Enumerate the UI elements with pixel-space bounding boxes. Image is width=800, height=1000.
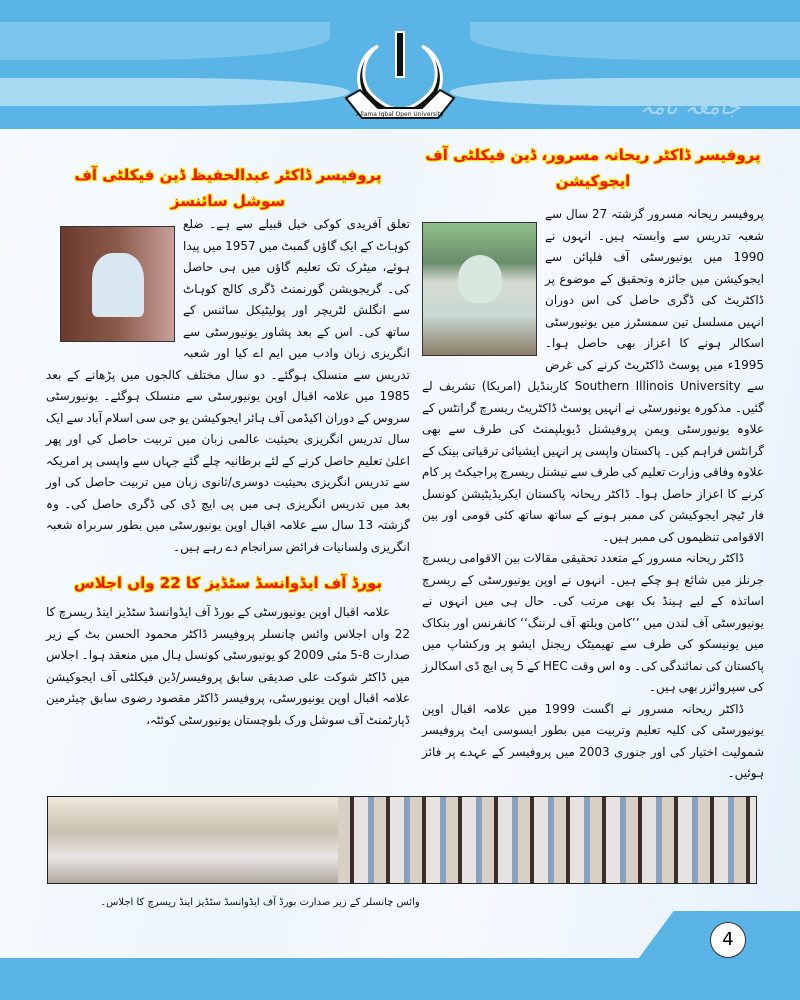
article-abdul-hafeez <box>46 162 410 558</box>
meeting-photo <box>48 797 338 883</box>
photo-rehana-masroor <box>422 222 537 356</box>
article-paragraph: پروفیسر ریحانہ مسرور گزشتہ 27 سال سے شعبہ تدریس سے وابستہ ہیں۔ انہوں نے 1990 میں یونیورسٹی آف فلپائن سے ایجوکیشن میں جائزہ وتحقیق کے موضوع پر ڈاکٹریٹ کی ڈگری حاصل کی اس دوران انہیں مسلسل تین سمسٹرز میں یونیورسٹی اسکالر ہونے کا اعزاز بھی حاصل ہوا۔ 1995ء میں پوسٹ ڈاکٹریٹ کرنے کی غرض سے Southern Illinois University کاربنڈیل (امریکا) تشریف لے گئیں۔ مذکورہ یونیورسٹی نے انہیں پوسٹ ڈاکٹریٹ ریسرچ گرانٹس کے علاوہ یونیورسٹی ویمن پروفیشنل ڈیویلپمنٹ کی طرف سے بھی گرانٹس فراہم کیں۔ پاکستان واپسی پر انہیں ایشیائی ترقیاتی بینک کے علاوہ وفاقی وزارت تعلیم کی طرف سے نیشنل ریسرچ پراجیکٹ پر کام کرنے کا اعزاز حاصل ہوا۔ ڈاکٹر ریحانہ پاکستان ایکریڈیٹیشن کونسل فار ٹیچر ایجوکیشن کی ممبر ہونے کے ساتھ ساتھ کئی قومی اور بین الاقوامی تنظیموں کی ممبر ہیں۔ <box>422 207 765 544</box>
article-paragraph: علامہ اقبال اوپن یونیورسٹی کے بورڈ آف ایڈوانسڈ سٹڈیز اینڈ ریسرچ کا 22 واں اجلاس وائس چانسلر پروفیسر ڈاکٹر محمود الحسن بٹ کے زیر صدارت 8-5 مئی 2009 کو یونیورسٹی کونسل ہال میں منعقد ہوا۔ اجلاس میں ڈاکٹر شوکت علی صدیقی سابق پروفیسر/ڈین فیکلٹی آف ایجوکیشن علامہ اقبال اوپن یونیورسٹی، پروفیسر ڈاکٹر مقصود رضوی سابق چیئرمین ڈپارٹمنٹ آف سوشل ورک بلوچستان یونیورسٹی کوئٹہ، <box>46 605 410 727</box>
header-wave <box>0 22 330 60</box>
article-paragraph: ڈاکٹر ریحانہ مسرور کے متعدد تحقیقی مقالات بین الاقوامی ریسرچ جرنلز میں شائع ہو چکے ہیں۔ انہوں نے اوپن یونیورسٹی کے ریسرچ اساتذہ کے لیے ہینڈ بک بھی مرتب کی۔ حال ہی میں انہوں نے یونیورسٹی آف لندن میں ’’کامن ویلتھ آف لرننگ‘‘ کانفرنس اور بنکاک میں یونیسکو کی طرف سے تھیمیٹک ریجنل ایشو پر ورکشاپ میں پاکستان کی نمائندگی کی۔ وہ اس وقت HEC کے 5 پی ایچ ڈی اسکالرز کی سپروائزر بھی ہیں۔ <box>422 551 765 694</box>
footer-band <box>0 958 800 1000</box>
article-rehana-masroor <box>422 142 764 785</box>
portrait-figure <box>458 255 502 303</box>
header-wave <box>450 78 800 106</box>
photo-abdul-hafeez <box>60 226 175 342</box>
meeting-photo-strip <box>47 796 757 884</box>
publication-brand: جامعہ نامہ <box>640 95 741 120</box>
logo-text: Allama Iqbal Open University <box>356 111 444 118</box>
article-board-meeting <box>46 570 410 731</box>
article-title: پروفیسر ڈاکٹر عبدالحفیظ ڈین فیکلٹی آف سوشل سائنسز <box>74 166 382 210</box>
article-title: بورڈ آف ایڈوانسڈ سٹڈیز کا 22 واں اجلاس <box>74 574 382 592</box>
photo-caption: وائس چانسلر کے زیر صدارت بورڈ آف ایڈوانسڈ سٹڈیز اینڈ ریسرچ کا اجلاس۔ <box>100 897 420 908</box>
header-wave <box>470 22 800 60</box>
portrait-figure <box>92 253 144 317</box>
page-number: 4 <box>710 922 746 958</box>
article-paragraph: ڈاکٹر ریحانہ مسرور نے اگست 1999 میں علامہ اقبال اوپن یونیورسٹی کی کلیہ تعلیم وتربیت میں بطور ایسوسی ایٹ پروفیسر شمولیت اختیار کی اور جنوری 2003 میں پروفیسر کے عہدے پر فائز ہوئیں۔ <box>422 701 764 780</box>
left-column <box>46 162 410 731</box>
university-logo <box>338 28 462 123</box>
page-header <box>0 0 800 129</box>
article-paragraph: تعلق آفریدی کوکی خیل قبیلے سے ہے۔ ضلع کوہاٹ کے ایک گاؤں گمبٹ میں 1957 میں پیدا ہوئے، میٹرک تک تعلیم گاؤں میں ہی حاصل کی۔ گریجویشن گورنمنٹ ڈگری کالج کوہاٹ سے انگلش لٹریچر اور پولیٹیکل سائنس کے ساتھ کی۔ اس کے بعد پشاور یونیورسٹی سے انگریزی زبان وادب میں ایم اے کیا اور شعبہ تدریس سے منسلک ہوگئے۔ دو سال مختلف کالجوں میں پڑھانے کے بعد 1985 میں علامہ اقبال اوپن یونیورسٹی سے منسلک ہوگئے۔ یونیورسٹی سروس کے دوران اکیڈمی آف ہائر ایجوکیشن یو جی سی اسلام آباد سے ایک سال تدریس انگریزی بحیثیت عالمی زبان میں تربیت حاصل کی اور پھر اعلیٰ تعلیم حاصل کرنے کے لئے برطانیہ چلے گئے جہاں سے واپسی پر امریکہ سے تدریس انگریزی بحیثیت دوسری/ثانوی زبان میں تربیت حاصل کی اور بعد میں تدریس انگریزی ہی میں پی ایچ ڈی کی ڈگری حاصل کی۔ وہ گزشتہ 13 سال سے علامہ اقبال اوپن یونیورسٹی میں بطور سربراہ شعبہ انگریزی ولسانیات فرائض سرانجام دے رہے ہیں۔ <box>46 217 411 554</box>
article-title: پروفیسر ڈاکٹر ریحانہ مسرور، ڈین فیکلٹی آف ایجوکیشن <box>425 146 761 190</box>
header-wave <box>0 78 350 106</box>
participants-photo-collage <box>338 797 756 883</box>
